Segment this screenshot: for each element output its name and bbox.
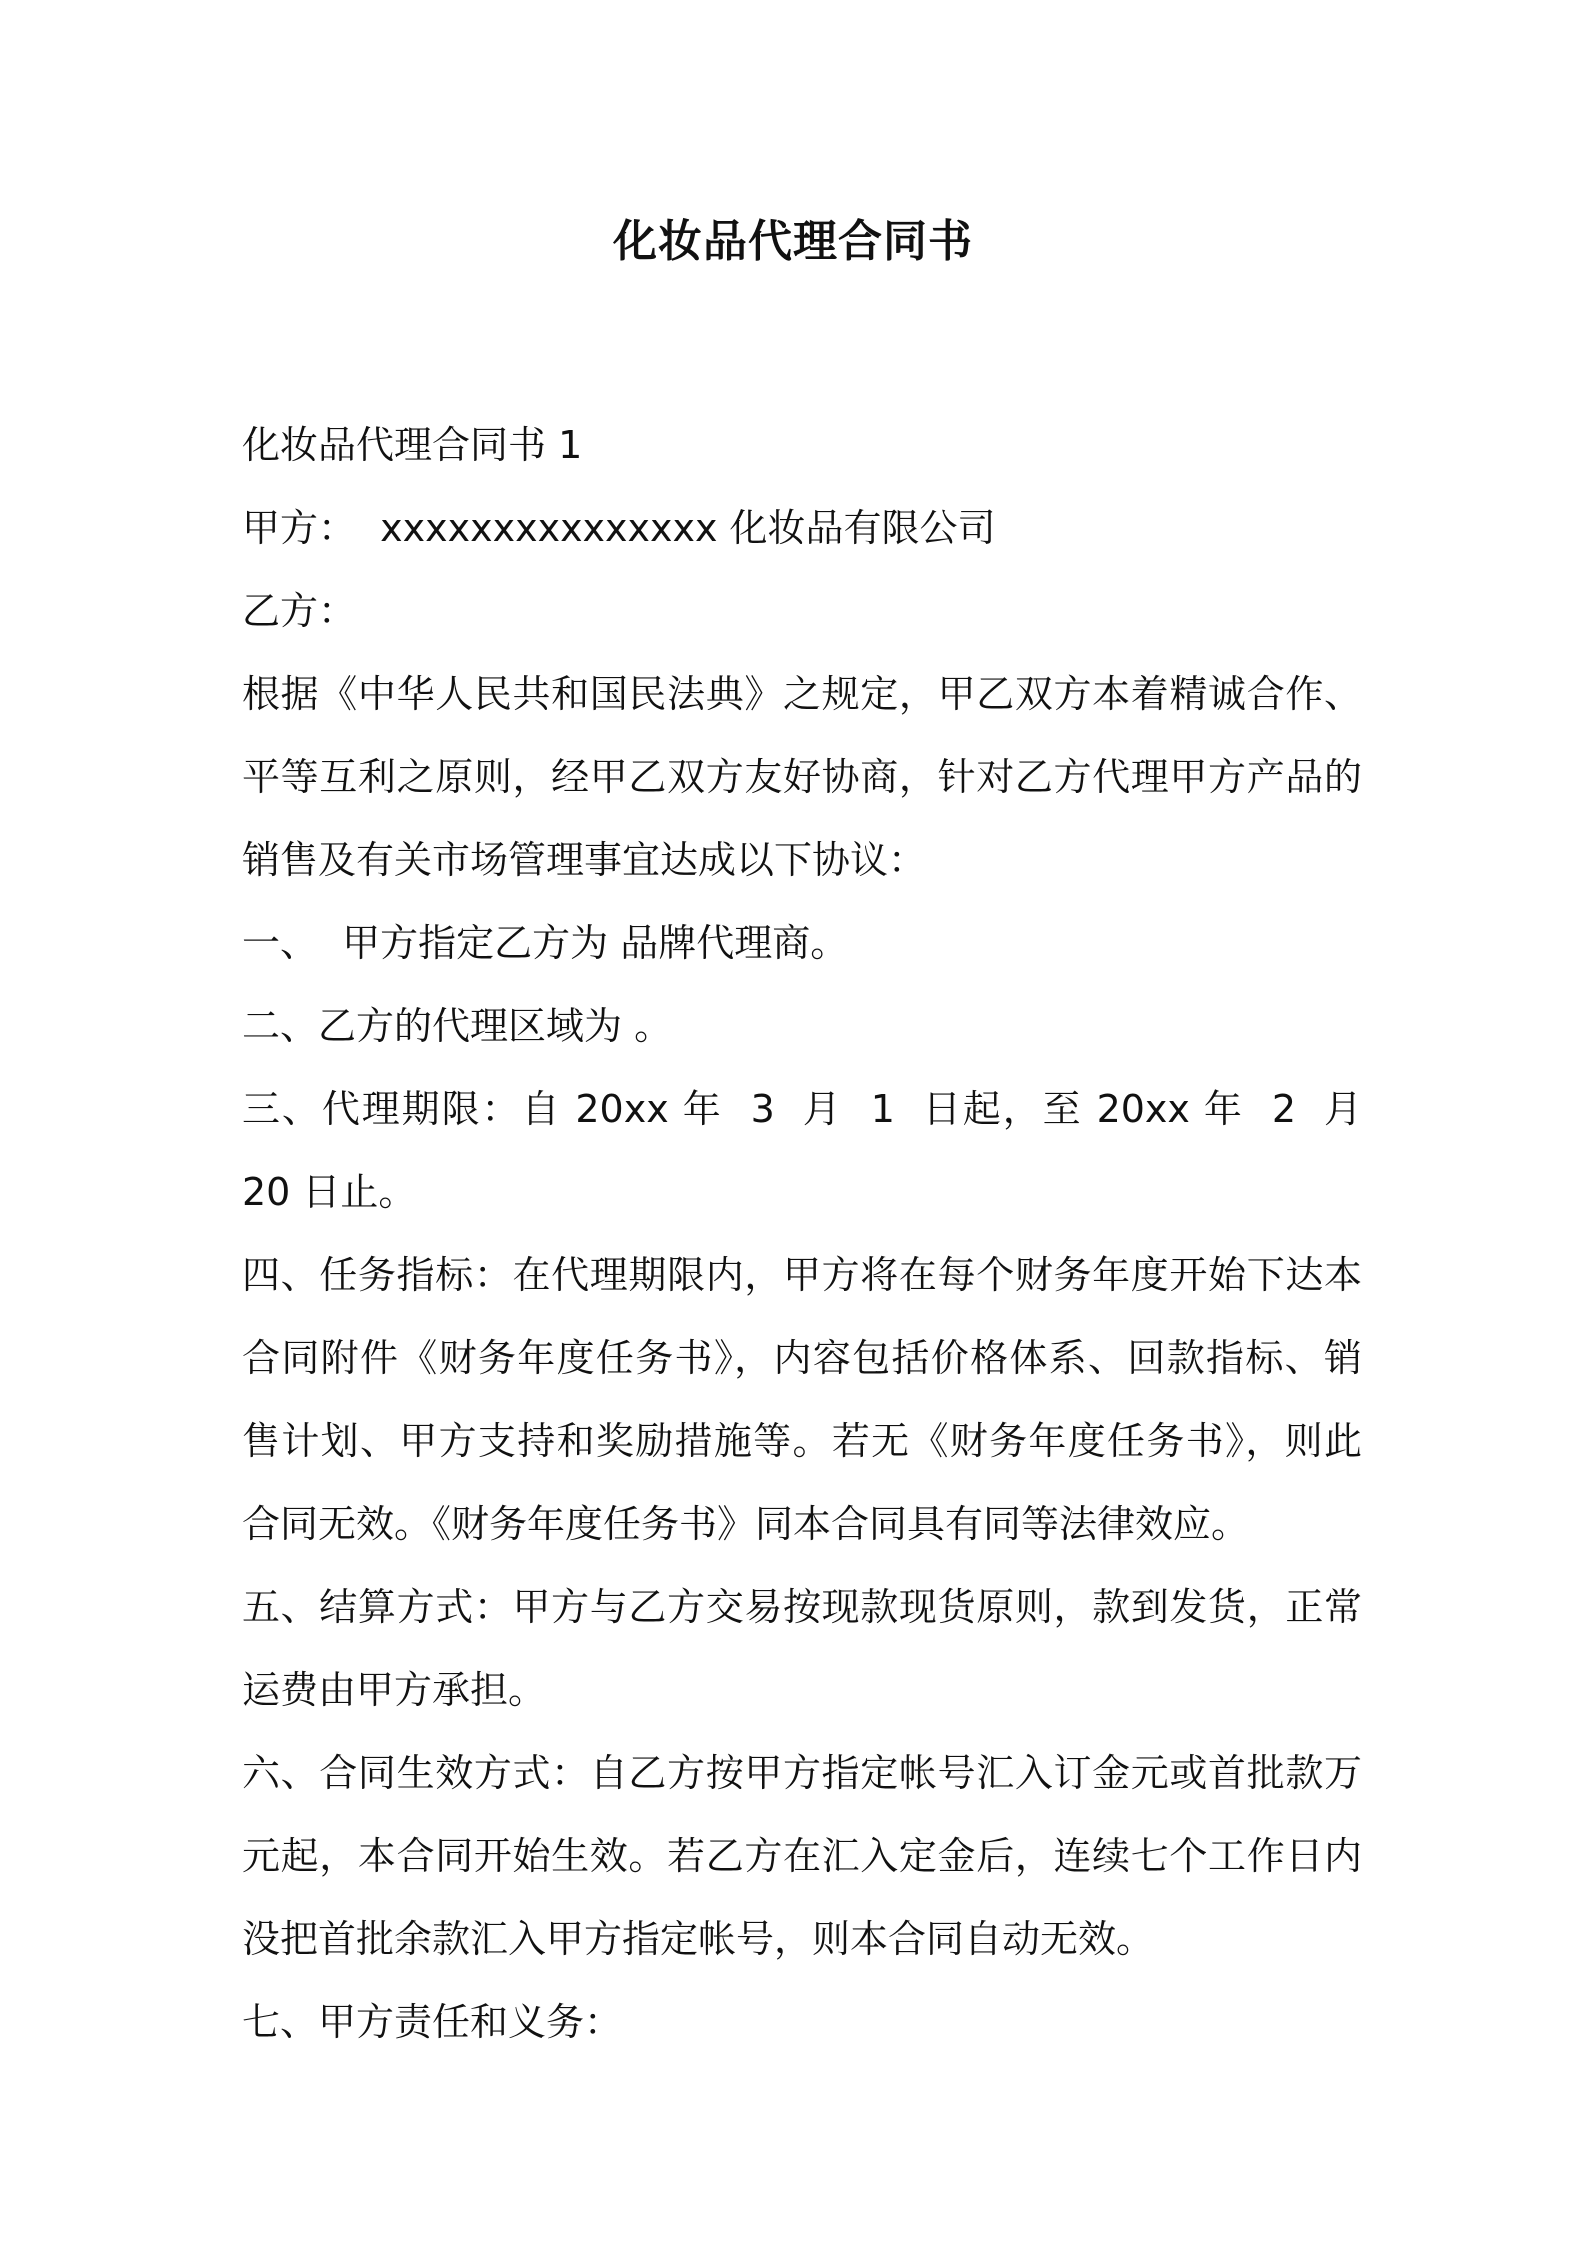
clause-1: 一、 甲方指定乙方为 品牌代理商。	[242, 921, 849, 965]
clause-7-heading: 七、甲方责任和义务：	[242, 2000, 623, 2044]
party-b-line: 乙方：	[242, 589, 357, 633]
clause-5: 五、结算方式：甲方与乙方交易按现款现货原则，款到发货，正常运费由甲方承担。	[242, 1585, 1362, 1712]
clause-3: 三、代理期限：自 20xx 年 3 月 1 日起，至 20xx 年 2 月 20 日止。	[242, 1087, 1387, 1214]
clause-4: 四、任务指标：在代理期限内，甲方将在每个财务年度开始下达本合同附件《财务年度任务书》，内容包括价格体系、回款指标、销售计划、甲方支持和奖励措施等。若无《财务年度任务书》，则此合同无效。《财务年度任务书》同本合同具有同等法律效应。	[242, 1253, 1362, 1546]
clause-2: 二、乙方的代理区域为 。	[242, 1004, 673, 1048]
document-body	[242, 404, 1387, 2064]
document-title: 化妆品代理合同书	[613, 216, 973, 267]
preamble-paragraph: 根据《中华人民共和国民法典》之规定，甲乙双方本着精诚合作、平等互利之原则，经甲乙双方友好协商，针对乙方代理甲方产品的销售及有关市场管理事宜达成以下协议：	[242, 672, 1362, 882]
clause-6: 六、合同生效方式：自乙方按甲方指定帐号汇入订金元或首批款万元起，本合同开始生效。若乙方在汇入定金后，连续七个工作日内没把首批余款汇入甲方指定帐号，则本合同自动无效。	[242, 1751, 1362, 1961]
contract-subtitle: 化妆品代理合同书 1	[242, 423, 583, 467]
party-a-line: 甲方： xxxxxxxxxxxxxxx 化妆品有限公司	[242, 506, 996, 550]
